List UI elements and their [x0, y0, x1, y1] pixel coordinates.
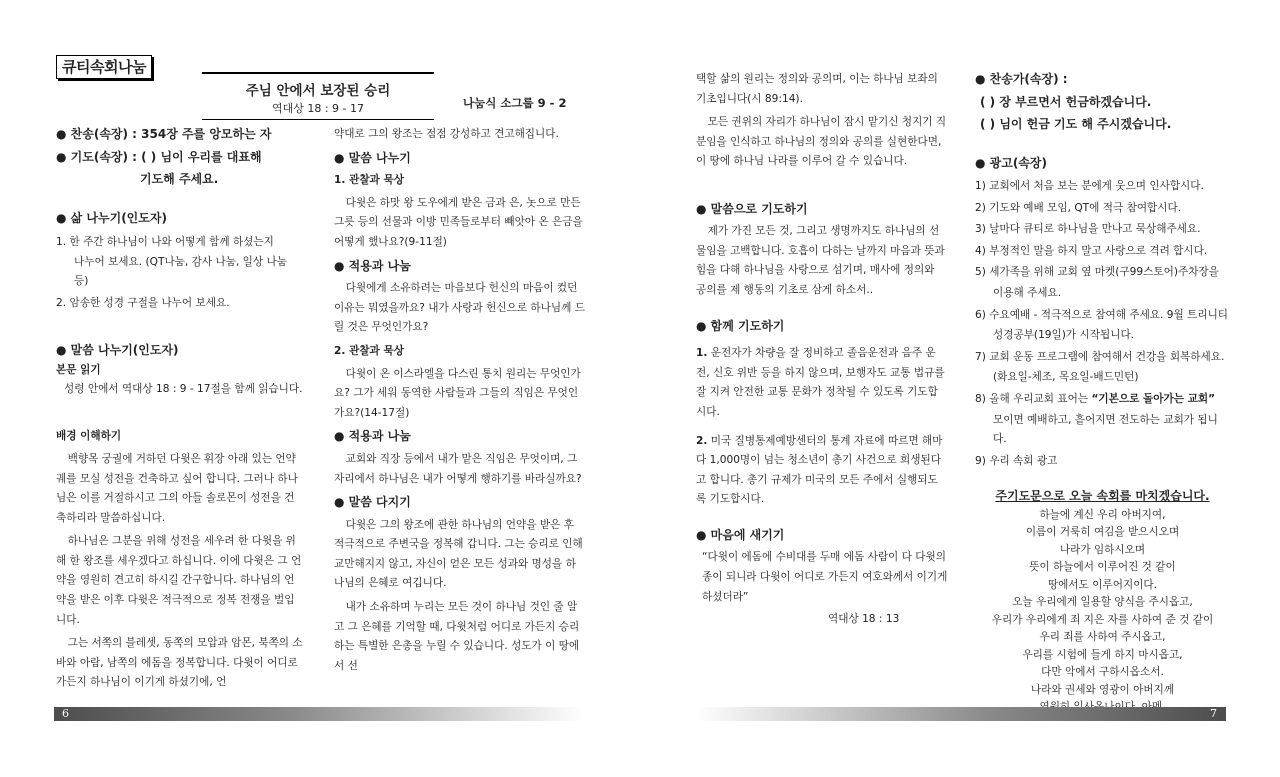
resolve-paragraph-1: 다윗은 그의 왕조에 관한 하나님의 언약을 받은 후 적극적으로 주변국을 정복해 갑니다. 그는 승리로 인해 교만해지지 않고, 자신이 얻은 모든 성과와 명성을 하나님의 은혜로 여깁니다. — [334, 518, 583, 590]
column-3 — [696, 70, 948, 630]
observation-2-heading: 2. 관찰과 묵상 — [334, 344, 404, 357]
observation-1-heading: 1. 관찰과 묵상 — [334, 174, 404, 187]
continued-text: 약대로 그의 왕조는 점점 강성하고 견고해집니다. — [334, 128, 559, 140]
reading-text: 성령 안에서 역대상 18 : 9 - 17절을 함께 읽습니다. — [64, 383, 303, 396]
lords-prayer-line: 이름이 거룩히 여김을 받으시오며 — [1025, 526, 1180, 539]
lords-prayer — [975, 507, 1230, 717]
background-paragraph-2: 하나님은 그분을 위해 성전을 세우려 한 다윗을 위해 한 왕조를 세우겠다고 하십니다. 이에 다윗은 그 언약을 영원히 견고히 하시길 간구합니다. 하나님의 언약을 받은 이후 다윗은 적극적으로 정복 전쟁을 벌입니다. — [56, 535, 302, 626]
sermon-title: 주님 안에서 보장된 승리 — [245, 83, 391, 99]
background-heading: 배경 이해하기 — [56, 430, 122, 443]
observation-1-text: 다윗은 하맛 왕 도우에게 받은 금과 은, 놋으로 만든 그릇 등의 선물과 이방 민족들로부터 빼앗아 온 은금을 어떻게 했나요?(9-11절) — [334, 196, 583, 248]
life-sharing-item-2: 2. 암송한 성경 구절을 나누어 보세요. — [56, 296, 230, 309]
word-sharing-heading: ● 말씀 나누기(인도자) — [56, 342, 179, 357]
continued-paragraph: 모든 권위의 자리가 하나님이 잠시 맡기신 청지기 직분임을 인식하고 하나님의 정의와 공의를 실현한다면, 이 땅에 하나님 나라를 이루어 갈 수 있습니다. — [696, 116, 947, 168]
lords-prayer-line: 나라가 임하시오며 — [1059, 543, 1146, 556]
lords-prayer-line: 하늘에 계신 우리 아버지여, — [1039, 508, 1166, 521]
life-sharing-heading: ● 삶 나누기(인도자) — [56, 211, 167, 226]
announcement-5-cont: 이용해 주세요. — [993, 286, 1062, 299]
announcement-7-cont: (화요일-체조, 목요일-배드민턴) — [993, 371, 1139, 384]
item-text: 운전자가 차량을 잘 정비하고 졸음운전과 음주 운전, 신호 위반 등을 하지 않으며, 보행자도 교통 법규를 잘 지켜 안전한 교통 문화가 정착될 수 있도록 기도합시다. — [696, 347, 945, 418]
continued-text: 택할 삶의 원리는 정의와 공의며, 이는 하나님 보좌의 기초입니다(시 89:14). — [696, 73, 938, 105]
right-page-number: 7 — [1210, 707, 1217, 720]
left-page-number: 6 — [62, 707, 69, 720]
sermon-reference: 역대상 18 : 9 - 17 — [271, 102, 365, 115]
memorize-heading: ● 마음에 새기기 — [696, 527, 785, 542]
application-1-text: 다윗에게 소유하려는 마음보다 헌신의 마음이 컸던 이유는 뭐였을까요? 내가 사랑과 헌신으로 하나님께 드릴 것은 무엇인가요? — [334, 282, 585, 334]
announcement-7: 7) 교회 운동 프로그램에 참여해서 건강을 회복하세요. — [975, 350, 1225, 363]
item-number: 1. — [696, 347, 708, 360]
announcement-6-cont: 성경공부(19일)가 시작됩니다. — [993, 329, 1135, 342]
announcement-5: 5) 세가족을 위해 교회 옆 마켓(구99스토어)주차장을 — [975, 266, 1219, 279]
announcement-8-cont: 모이면 예배하고, 흩어지면 전도하는 교회가 됩니다. — [993, 413, 1218, 446]
group-label: 나눔식 소그룹 9 - 2 — [463, 96, 567, 110]
lords-prayer-heading: 주기도문으로 오늘 속회를 마치겠습니다. — [995, 489, 1210, 504]
background-paragraph-3: 그는 서쪽의 블레셋, 동쪽의 모압과 암몬, 북쪽의 소바와 아람, 남쪽의 에돔을 정복합니다. 다윗이 어디로 가든지 하나님이 이기게 하셨기에, 언 — [56, 637, 303, 689]
offering-hymn-line: ( ) 장 부르면서 헌금하겠습니다. — [980, 94, 1152, 109]
title-top-rule — [202, 72, 434, 74]
lords-prayer-line: 오늘 우리에게 일용할 양식을 주시옵고, — [1012, 596, 1193, 609]
lords-prayer-line: 우리 죄를 사하여 주시옵고, — [1039, 631, 1166, 644]
prayer-line-2: 기도해 주세요. — [140, 172, 219, 187]
pray-together-item-2 — [696, 432, 948, 510]
column-1 — [56, 125, 303, 693]
background-paragraph-1: 백향목 궁궐에 거하던 다윗은 휘장 아래 있는 언약궤를 모실 성전을 건축하고 싶어 합니다. 그러나 하나님은 이를 거절하시고 그의 아들 솔로몬이 성전을 건축하리라 말씀하십니다. — [56, 452, 298, 524]
prayer-line: ● 기도(속장) : ( ) 님이 우리를 대표해 — [56, 149, 262, 164]
reading-heading: 본문 읽기 — [56, 363, 101, 376]
lords-prayer-line: 나라와 권세와 영광이 아버지께 — [1030, 683, 1175, 696]
announcement-8-text: 8) 올해 우리교회 표어는 — [975, 392, 1092, 405]
pray-with-word-heading: ● 말씀으로 기도하기 — [696, 201, 808, 216]
share-heading: ● 말씀 나누기 — [334, 150, 411, 165]
offering-prayer-line: ( ) 님이 헌금 기도 해 주시겠습니다. — [980, 117, 1172, 132]
column-4 — [975, 70, 1230, 717]
pray-together-heading: ● 함께 기도하기 — [696, 318, 785, 333]
life-sharing-item-1: 1. 한 주간 하나님이 나와 어떻게 함께 하셨는지 — [56, 235, 274, 248]
title-bottom-rule — [202, 119, 434, 120]
hymn-line: ● 찬송(속장) : 354장 주를 앙모하는 자 — [56, 127, 272, 141]
right-footer-bar — [696, 707, 1226, 721]
announcement-2: 2) 기도와 예배 모임, QT에 적극 참여합시다. — [975, 201, 1182, 214]
lords-prayer-line: 다만 악에서 구하시옵소서. — [1041, 666, 1164, 679]
lords-prayer-line: 우리가 우리에게 죄 지은 자를 사하여 준 것 같이 — [991, 613, 1214, 626]
pray-together-item-1 — [696, 344, 948, 422]
observation-2-text: 다윗이 온 이스라엘을 다스린 통치 원리는 무엇인가요? 그가 세워 동역한 사람들과 그들의 직임은 무엇인가요?(14-17절) — [334, 367, 581, 419]
pray-with-word-text: 제가 가진 모든 것, 그리고 생명까지도 하나님의 선물임을 고백합니다. 호흡이 다하는 날까지 마음과 뜻과 힘을 다해 하나님을 사랑으로 섬기며, 매사에 정의와 공의를 제 행동의 기초로 삼게 하소서.. — [696, 225, 945, 296]
announcement-8 — [975, 390, 1230, 410]
application-1-heading: ● 적용과 나눔 — [334, 258, 411, 273]
lords-prayer-line: 우리를 시험에 들게 하지 마시옵고, — [1022, 648, 1183, 661]
memory-verse-reference: 역대상 18 : 13 — [828, 613, 900, 626]
application-2-text: 교회와 직장 등에서 내가 맡은 직임은 무엇이며, 그 자리에서 하나님은 내가 어떻게 행하기를 바라실까요? — [334, 452, 582, 485]
left-footer-bar — [54, 707, 584, 721]
resolve-paragraph-2: 내가 소유하며 누리는 모든 것이 하나님 것인 줄 알고 그 은혜를 기억할 때, 다윗처럼 어디로 가든지 승리하는 특별한 은총을 누릴 수 있습니다. 성도가 이 땅에서 선 — [334, 601, 580, 672]
lords-prayer-line: 땅에서도 이루어지이다. — [1047, 578, 1158, 591]
announcement-9: 9) 우리 속회 광고 — [975, 454, 1058, 467]
lords-prayer-line: 뜻이 하늘에서 이루어진 것 같이 — [1029, 561, 1176, 574]
sermon-title-block — [202, 72, 434, 120]
section-title-box: 큐티속회나눔 — [56, 55, 152, 79]
memory-verse: “다윗이 에돔에 수비대를 두매 에돔 사람이 다 다윗의 종이 되니라 다윗이 어디로 가든지 여호와께서 이기게 하셨더라” — [702, 551, 948, 603]
life-sharing-item-1-cont: 나누어 보세요. (QT나눔, 감사 나눔, 일상 나눔 등) — [74, 255, 287, 288]
church-motto: “기본으로 돌아가는 교회” — [1091, 392, 1216, 405]
hymn-heading: ● 찬송가(속장) : — [975, 72, 1068, 86]
announcements-heading: ● 광고(속장) — [975, 156, 1047, 171]
column-2 — [334, 125, 585, 676]
item-text: 미국 질병통제예방센터의 통계 자료에 따르면 해마다 1,000명이 넘는 청소년이 총기 사건으로 희생된다고 합니다. 총기 규제가 미국의 모든 주에서 실행되도록 기도합시다. — [696, 434, 943, 506]
announcement-4: 4) 부정적인 말을 하지 말고 사랑으로 격려 합시다. — [975, 244, 1208, 257]
application-2-heading: ● 적용과 나눔 — [334, 429, 411, 444]
resolve-heading: ● 말씀 다지기 — [334, 495, 411, 510]
item-number: 2. — [696, 434, 708, 447]
announcement-1: 1) 교회에서 처음 보는 분에게 웃으며 인사합시다. — [975, 179, 1204, 192]
announcement-3: 3) 날마다 큐티로 하나님을 만나고 묵상해주세요. — [975, 223, 1201, 236]
announcement-6: 6) 수요예배 - 적극적으로 참여해 주세요. 9월 트리니티 — [975, 308, 1229, 321]
